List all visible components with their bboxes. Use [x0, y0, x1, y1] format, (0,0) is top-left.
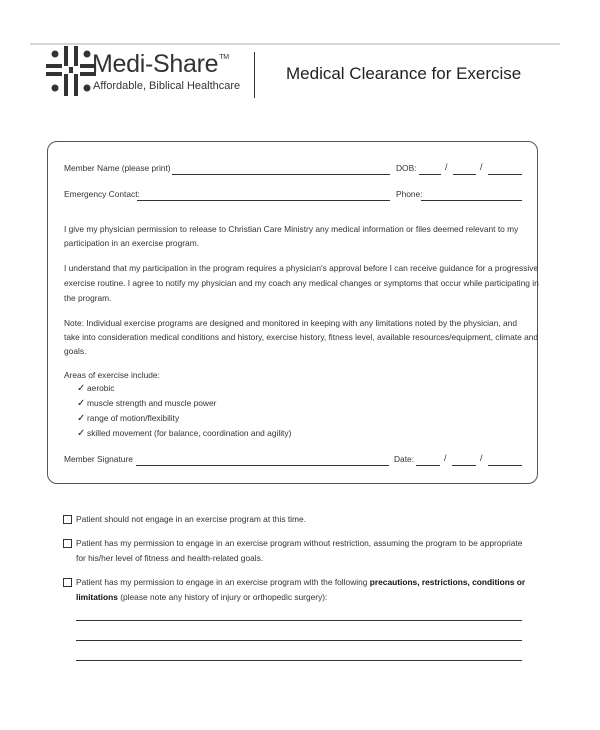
- brand-tagline: Affordable, Biblical Healthcare: [93, 80, 241, 92]
- agreement-paragraph-line: exercise routine. I agree to notify my physician and my coach any medical changes or symptoms that occur while participating in: [64, 278, 539, 288]
- dob-slash: /: [480, 162, 483, 172]
- checkmark-icon: ✓: [77, 428, 86, 439]
- restrictions-line-2[interactable]: [76, 640, 522, 641]
- exercise-area-item: ✓ skilled movement (for balance, coordination and agility): [77, 428, 292, 439]
- option-no-exercise-label: Patient should not engage in an exercise program at this time.: [76, 514, 306, 524]
- header-divider: [254, 52, 255, 98]
- member-name-field[interactable]: [172, 174, 390, 175]
- dob-label: DOB:: [396, 163, 417, 173]
- date-month-field[interactable]: [416, 465, 440, 466]
- exercise-area-item: ✓ aerobic: [77, 383, 115, 394]
- document-title: Medical Clearance for Exercise: [286, 64, 522, 83]
- note-paragraph-line: take into consideration medical conditions and history, exercise history, fitness level, available resources/equipment, climate and: [64, 332, 539, 342]
- header-rule: [30, 43, 560, 45]
- checkmark-icon: ✓: [77, 398, 86, 409]
- areas-label: Areas of exercise include:: [64, 370, 160, 380]
- option-no-restriction-label: for his/her level of fitness and health-related goals.: [76, 553, 264, 563]
- option-no-restriction-label: Patient has my permission to engage in an exercise program without restriction, assuming the program to be appropriate: [76, 538, 523, 548]
- option-with-restrictions-label: limitations (please note any history of injury or orthopedic surgery):: [76, 592, 328, 602]
- signature-field[interactable]: [136, 465, 389, 466]
- emergency-contact-label: Emergency Contact:: [64, 189, 140, 199]
- signature-label: Member Signature: [64, 454, 133, 464]
- restrictions-line-1[interactable]: [76, 620, 522, 621]
- date-year-field[interactable]: [488, 465, 522, 466]
- phone-label: Phone:: [396, 189, 423, 199]
- exercise-area-item: ✓ muscle strength and muscle power: [77, 398, 217, 409]
- trademark: TM: [219, 54, 229, 61]
- agreement-paragraph-line: the program.: [64, 293, 112, 303]
- dob-slash: /: [445, 162, 448, 172]
- dob-month-field[interactable]: [419, 174, 441, 175]
- date-slash: /: [480, 453, 483, 463]
- note-paragraph-line: Note: Individual exercise programs are designed and monitored in keeping with any limitations noted by the physician, and: [64, 318, 517, 328]
- consent-paragraph-line: I give my physician permission to release to Christian Care Ministry any medical information or files deemed relevant to my: [64, 224, 519, 234]
- date-day-field[interactable]: [452, 465, 476, 466]
- option-with-restrictions-label: Patient has my permission to engage in an exercise program with the following precautions, restrictions, conditions or: [76, 577, 526, 587]
- member-name-label: Member Name (please print): [64, 163, 171, 173]
- consent-paragraph-line: participation in an exercise program.: [64, 238, 199, 248]
- dob-day-field[interactable]: [453, 174, 476, 175]
- agreement-paragraph-line: I understand that my participation in the program requires a physician's approval before I can receive guidance for a progressive: [64, 263, 539, 273]
- phone-field[interactable]: [421, 200, 522, 201]
- note-paragraph-line: goals.: [64, 346, 87, 356]
- option-no-exercise-checkbox[interactable]: [63, 515, 72, 524]
- checkmark-icon: ✓: [77, 383, 86, 394]
- checkmark-icon: ✓: [77, 413, 86, 424]
- date-slash: /: [444, 453, 447, 463]
- dob-year-field[interactable]: [488, 174, 522, 175]
- restrictions-line-3[interactable]: [76, 660, 522, 661]
- option-with-restrictions-checkbox[interactable]: [63, 578, 72, 587]
- exercise-area-item: ✓ range of motion/flexibility: [77, 413, 180, 424]
- option-no-restriction-checkbox[interactable]: [63, 539, 72, 548]
- emergency-contact-field[interactable]: [137, 200, 390, 201]
- brand-name: Medi-Share™: [92, 50, 229, 78]
- date-label: Date:: [394, 454, 415, 464]
